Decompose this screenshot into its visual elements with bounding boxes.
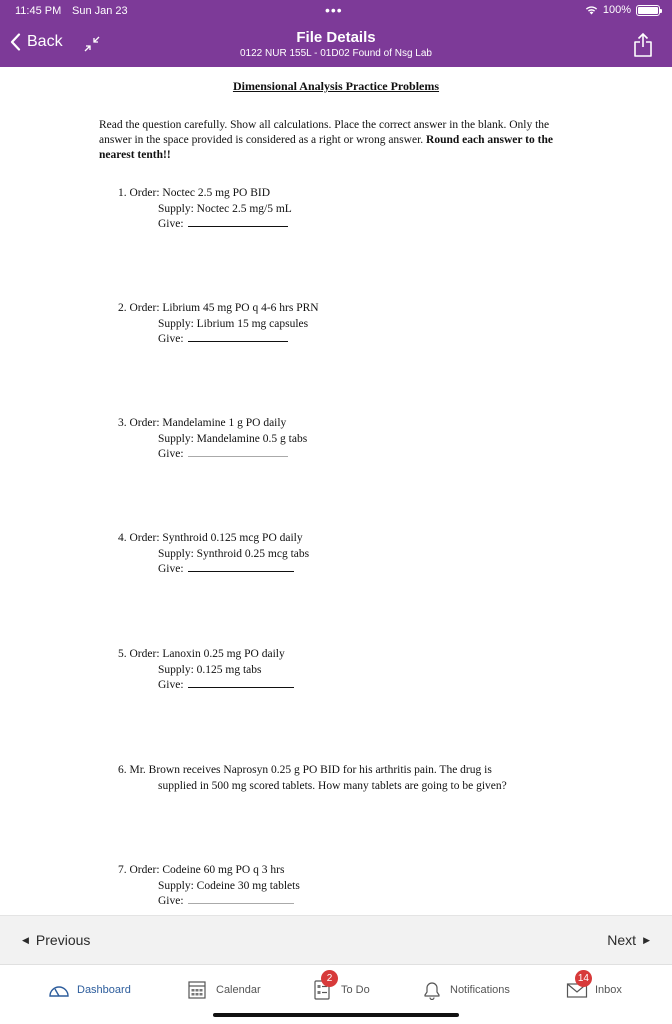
todo-badge: 2 — [321, 970, 338, 987]
give-label: Give: — [158, 333, 184, 345]
give-label: Give: — [158, 448, 184, 460]
status-date: Sun Jan 23 — [72, 5, 128, 17]
todo-icon-wrap — [312, 973, 334, 1000]
problem-order: 5. Order: Lanoxin 0.25 mg PO daily — [118, 648, 285, 660]
battery-level — [638, 7, 658, 14]
battery-percent: 100% — [602, 4, 631, 16]
problem-order: 4. Order: Synthroid 0.125 mcg PO daily — [118, 532, 303, 544]
give-label: Give: — [158, 563, 184, 575]
answer-blank[interactable] — [188, 332, 288, 342]
problem-give — [118, 562, 578, 578]
status-time: 11:45 PM — [15, 5, 62, 17]
pager-bar — [0, 915, 672, 965]
problem-1 — [118, 186, 578, 233]
instructions — [99, 118, 579, 163]
problem-order: 6. Mr. Brown receives Naprosyn 0.25 g PO BID for his arthritis pain. The drug is — [118, 764, 492, 776]
give-label: Give: — [158, 895, 184, 907]
inbox-badge: 14 — [575, 970, 592, 987]
problem-order: 7. Order: Codeine 60 mg PO q 3 hrs — [118, 864, 285, 876]
tab-inbox[interactable] — [566, 973, 622, 1000]
tab-todo[interactable] — [312, 973, 370, 1000]
triangle-right-icon: ▶ — [643, 934, 650, 945]
problem-order: 3. Order: Mandelamine 1 g PO daily — [118, 417, 287, 429]
tab-label: Inbox — [595, 984, 622, 996]
previous-label: Previous — [35, 932, 91, 948]
app-header — [0, 0, 672, 67]
problem-order: 1. Order: Noctec 2.5 mg PO BID — [118, 187, 271, 199]
tab-label: Notifications — [450, 984, 510, 996]
status-right — [585, 4, 660, 16]
next-button[interactable] — [607, 932, 650, 948]
problem-order: 2. Order: Librium 45 mg PO q 4-6 hrs PRN — [118, 302, 319, 314]
problem-supply: Supply: Synthroid 0.25 mcg tabs — [158, 547, 310, 560]
problem-5 — [118, 647, 578, 694]
give-label: Give: — [158, 679, 184, 691]
home-indicator[interactable] — [213, 1013, 459, 1017]
document-title — [0, 79, 672, 94]
dashboard-icon — [48, 980, 70, 1000]
problem-give — [118, 894, 578, 910]
problem-supply: Supply: Codeine 30 mg tablets — [158, 879, 300, 892]
problem-supply: Supply: 0.125 mg tabs — [158, 663, 262, 676]
triangle-left-icon: ◀ — [22, 934, 29, 945]
problem-supply: Supply: Noctec 2.5 mg/5 mL — [158, 202, 292, 215]
answer-blank[interactable] — [188, 562, 294, 572]
previous-button[interactable] — [22, 932, 90, 948]
answer-blank[interactable] — [188, 894, 294, 904]
problem-supply: Supply: Librium 15 mg capsules — [158, 317, 309, 330]
answer-blank[interactable] — [188, 678, 294, 688]
page-title: File Details — [296, 29, 376, 46]
next-label: Next — [607, 932, 637, 948]
problem-give — [118, 217, 578, 233]
wifi-icon — [585, 5, 598, 15]
tab-label: Calendar — [216, 984, 261, 996]
tab-label: To Do — [341, 984, 370, 996]
problem-supply: supplied in 500 mg scored tablets. How many tablets are going to be given? — [158, 779, 507, 792]
problem-2 — [118, 301, 578, 348]
tab-label: Dashboard — [77, 984, 131, 996]
problem-3 — [118, 416, 578, 463]
battery-icon — [636, 5, 660, 16]
answer-blank[interactable] — [188, 217, 288, 227]
problem-4 — [118, 531, 578, 578]
instructions-text: Read the question carefully. Show all calculations. Place the correct answer in the blank. Only the answer in the space provided is considered as a right or wrong answer. — [99, 119, 550, 146]
problem-give — [118, 447, 578, 463]
back-label: Back — [27, 33, 63, 50]
share-icon[interactable] — [632, 32, 654, 58]
tab-notifications[interactable] — [421, 980, 510, 1000]
instructions-bold-text: Round each answer to the nearest tenth!! — [99, 134, 553, 161]
page-subtitle: 0122 NUR 155L - 01D02 Found of Nsg Lab — [240, 48, 432, 59]
problem-give — [118, 678, 578, 694]
bell-icon — [421, 980, 443, 1000]
document-viewer[interactable] — [0, 67, 672, 915]
answer-blank[interactable] — [188, 447, 288, 457]
multitasking-dots[interactable]: ••• — [325, 2, 343, 18]
document-title-text: Dimensional Analysis Practice Problems — [232, 79, 440, 93]
problem-7 — [118, 863, 578, 910]
give-label: Give: — [158, 218, 184, 230]
tab-calendar[interactable] — [187, 980, 261, 1000]
tab-dashboard[interactable] — [48, 980, 131, 1000]
problem-give — [118, 332, 578, 348]
problem-supply: Supply: Mandelamine 0.5 g tabs — [158, 432, 308, 445]
status-bar — [0, 0, 672, 22]
problem-6 — [118, 763, 578, 794]
inbox-icon-wrap — [566, 973, 589, 1000]
calendar-icon — [187, 980, 209, 1000]
